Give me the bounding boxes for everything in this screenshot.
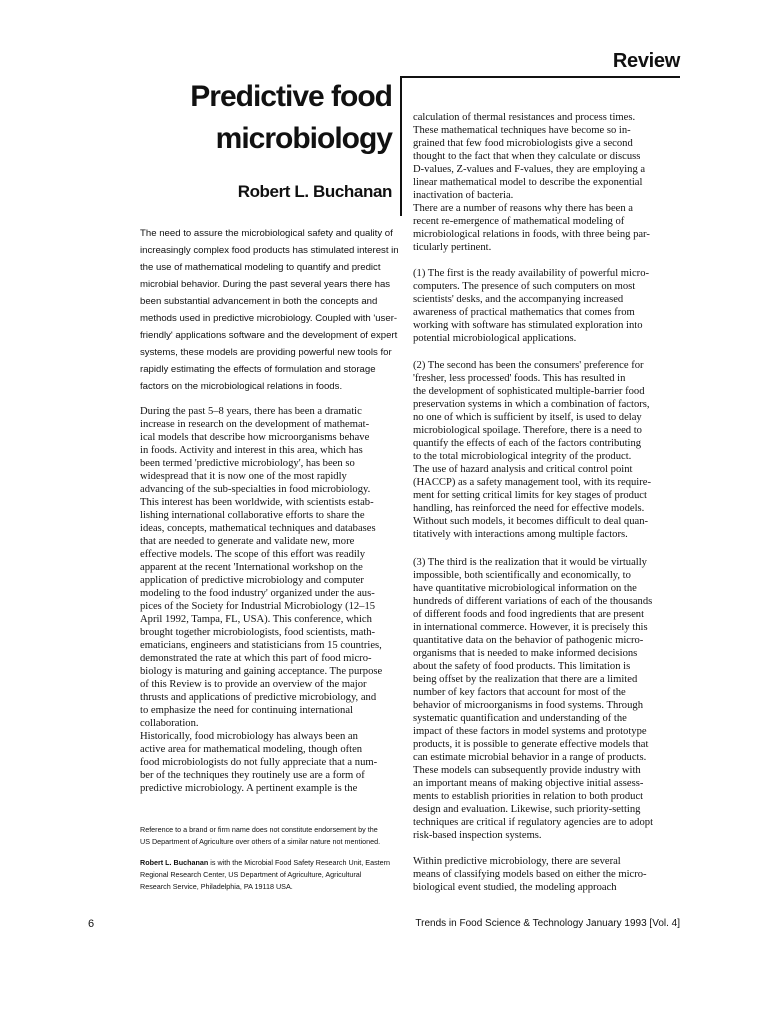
abstract-line: increasingly complex food products has stimulated interest in xyxy=(140,245,399,256)
body-line: risk-based inspection systems. xyxy=(413,830,542,841)
abstract-line: The need to assure the microbiological safety and quality of xyxy=(140,228,393,239)
body-line: active area for mathematical modeling, though often xyxy=(140,744,363,755)
article-title-line-2: microbiology xyxy=(215,122,392,155)
body-line: ical models that describe how microorganisms behave xyxy=(140,432,370,443)
body-line: During the past 5–8 years, there has been a dramatic xyxy=(140,406,362,417)
body-line: ematicians, engineers and statisticians from 15 countries, xyxy=(140,640,382,651)
body-line: There are a number of reasons why there has been a xyxy=(413,203,634,214)
body-line: ticularly pertinent. xyxy=(413,242,492,253)
body-line: increase in research on the development of mathemat- xyxy=(140,419,370,430)
body-line: systematic quantification and understanding of the xyxy=(413,713,627,724)
body-line: titatively with interactions among multiple factors. xyxy=(413,529,628,540)
body-line: that are needed to generate and validate new, more xyxy=(140,536,355,547)
body-line: demonstrated the rate at which this part of food micro- xyxy=(140,653,372,664)
body-line: grained that few food microbiologists give a second xyxy=(413,138,633,149)
body-line: awareness of practical mathematics that comes from xyxy=(413,307,635,318)
abstract-line: friendly' applications software and the development of expert xyxy=(140,330,398,341)
abstract-line: methods used in predictive microbiology. Coupled with 'user- xyxy=(140,313,398,324)
body-line: biology is maturing and gaining acceptance. The purpose xyxy=(140,666,383,677)
body-line: working with software has stimulated exploration into xyxy=(413,320,643,331)
body-line: (1) The first is the ready availability of powerful micro- xyxy=(413,268,650,279)
body-line: the development of sophisticated multiple-barrier food xyxy=(413,386,645,397)
body-line: (2) The second has been the consumers' preference for xyxy=(413,360,644,371)
body-line: These mathematical techniques have become so in- xyxy=(413,125,631,136)
body-line: been termed 'predictive microbiology', has been so xyxy=(140,458,355,469)
body-line: of different foods and food ingredients that are present xyxy=(413,609,645,620)
body-line: effective models. The scope of this effort was readily xyxy=(140,549,366,560)
body-line: being offset by the realization that there are a limited xyxy=(413,674,638,685)
body-line: brought together microbiologists, food scientists, math- xyxy=(140,627,376,638)
body-line: Historically, food microbiology has always been an xyxy=(140,731,358,742)
body-line: 'fresher, less processed' foods. This has resulted in xyxy=(413,373,626,384)
abstract-line: rapidly estimating the effects of formulation and storage xyxy=(140,364,376,375)
body-line: predictive microbiology. A pertinent example is the xyxy=(140,783,358,794)
section-label: Review xyxy=(612,50,680,72)
body-line: potential microbiological applications. xyxy=(413,333,577,344)
body-line: lishing international collaborative efforts to share the xyxy=(140,510,365,521)
body-line: scientists' desks, and the accompanying increased xyxy=(413,294,624,305)
body-line: apparent at the recent 'International workshop on the xyxy=(140,562,363,573)
body-line: products, it is possible to generate effective models that xyxy=(413,739,649,750)
footnote-line: US Department of Agriculture over others of a similar nature not mentioned. xyxy=(140,837,381,846)
body-line: quantitative data on the behavior of pathogenic micro- xyxy=(413,635,644,646)
body-line: thrusts and applications of predictive microbiology, and xyxy=(140,692,377,703)
body-line: computers. The presence of such computers on most xyxy=(413,281,636,292)
body-line: quantify the effects of each of the factors contributing xyxy=(413,438,642,449)
article-title-line-1: Predictive food xyxy=(190,80,392,113)
abstract-line: systems, these models are providing powerful new tools for xyxy=(140,347,392,358)
body-line: preservation systems in which a combination of factors, xyxy=(413,399,650,410)
body-line: number of key factors that account for most of the xyxy=(413,687,626,698)
body-line: widespread that it is now one of the most rapidly xyxy=(140,471,347,482)
page-number: 6 xyxy=(88,918,95,930)
body-line: of this Review is to provide an overview of the major xyxy=(140,679,367,690)
body-line: microbiological relations in foods, with three being par- xyxy=(413,229,650,240)
body-line: April 1992, Tampa, FL, USA). This conference, which xyxy=(140,614,372,625)
footnote-line: Reference to a brand or firm name does not constitute endorsement by the xyxy=(140,825,378,834)
body-line: impact of these factors in model systems and prototype xyxy=(413,726,647,737)
abstract-line: microbial behavior. During the past several years there has xyxy=(140,279,391,290)
body-line: inactivation of bacteria. xyxy=(413,190,514,201)
body-line: These models can subsequently provide industry with xyxy=(413,765,641,776)
body-line: can estimate microbial behavior in a range of products. xyxy=(413,752,647,763)
body-line: techniques are critical if regulatory agencies are to adopt xyxy=(413,817,654,828)
body-line: recent re-emergence of mathematical modeling of xyxy=(413,216,625,227)
abstract-line: been substantial advancement in both the concepts and xyxy=(140,296,378,307)
body-line: ment for setting critical limits for key stages of product xyxy=(413,490,647,501)
body-line: advancing of the sub-specialties in food microbiology. xyxy=(140,484,371,495)
affiliation-text: is with the Microbial Food Safety Research Unit, Eastern xyxy=(208,858,391,867)
body-line: The use of hazard analysis and critical control point xyxy=(413,464,633,475)
body-line: Without such models, it becomes difficult to deal quan- xyxy=(413,516,649,527)
body-line: calculation of thermal resistances and process times. xyxy=(413,112,636,123)
affiliation-line xyxy=(140,857,390,869)
body-line: to emphasize the need for continuing international xyxy=(140,705,353,716)
body-line: behavior of microorganisms in food systems. Through xyxy=(413,700,643,711)
body-line: ments to establish priorities in relation to both product xyxy=(413,791,644,802)
body-line: to the total microbiological integrity of the product. xyxy=(413,451,632,462)
body-line: organisms that is needed to make informed decisions xyxy=(413,648,638,659)
body-line: (HACCP) as a safety management tool, with its require- xyxy=(413,477,652,488)
body-line: D-values, Z-values and F-values, they are employing a xyxy=(413,164,646,175)
body-line: have quantitative microbiological information on the xyxy=(413,583,637,594)
body-line: biological event studied, the modeling approach xyxy=(413,882,617,893)
affiliation-line: Research Service, Philadelphia, PA 19118 USA. xyxy=(140,882,293,891)
body-line: linear mathematical model to describe the exponential xyxy=(413,177,643,188)
author-name: Robert L. Buchanan xyxy=(237,182,392,201)
body-line: thought to the fact that when they calculate or discuss xyxy=(413,151,641,162)
body-line: ber of the techniques they routinely use are a form of xyxy=(140,770,365,781)
affiliation-author: Robert L. Buchanan xyxy=(140,858,209,867)
body-line: collaboration. xyxy=(140,718,199,729)
abstract-line: the use of mathematical modeling to quantify and predict xyxy=(140,262,381,273)
body-line: in foods. Activity and interest in this area, which has xyxy=(140,445,363,456)
body-line: handling, has reinforced the need for effective models. xyxy=(413,503,645,514)
body-line: microbiological spoilage. Therefore, there is a need to xyxy=(413,425,642,436)
abstract-line: factors on the microbiological relations in foods. xyxy=(140,381,343,392)
body-line: hundreds of different variations of each of the thousands xyxy=(413,596,653,607)
body-line: means of classifying models based on either the micro- xyxy=(413,869,647,880)
body-line: in international commerce. However, it is precisely this xyxy=(413,622,648,633)
body-line: pices of the Society for Industrial Microbiology (12–15 xyxy=(140,601,376,612)
body-line: design and evaluation. Likewise, such priority-setting xyxy=(413,804,641,815)
body-line: food microbiologists do not fully appreciate that a num- xyxy=(140,757,378,768)
body-line: an important means of making objective initial assess- xyxy=(413,778,644,789)
body-line: impossible, both scientifically and economically, to xyxy=(413,570,631,581)
body-line: no one of which is sufficient by itself, is used to delay xyxy=(413,412,642,423)
body-line: application of predictive microbiology and computer xyxy=(140,575,364,586)
body-line: about the safety of food products. This limitation is xyxy=(413,661,631,672)
body-line: Within predictive microbiology, there are several xyxy=(413,856,621,867)
body-line: ideas, concepts, mathematical techniques and databases xyxy=(140,523,376,534)
affiliation-line: Regional Research Center, US Department of Agriculture, Agricultural xyxy=(140,870,362,879)
body-line: This interest has been worldwide, with scientists estab- xyxy=(140,497,374,508)
journal-citation: Trends in Food Science & Technology January 1993 [Vol. 4] xyxy=(415,918,680,929)
body-line: (3) The third is the realization that it would be virtually xyxy=(413,557,647,568)
body-line: modeling to the food industry' organized under the aus- xyxy=(140,588,375,599)
